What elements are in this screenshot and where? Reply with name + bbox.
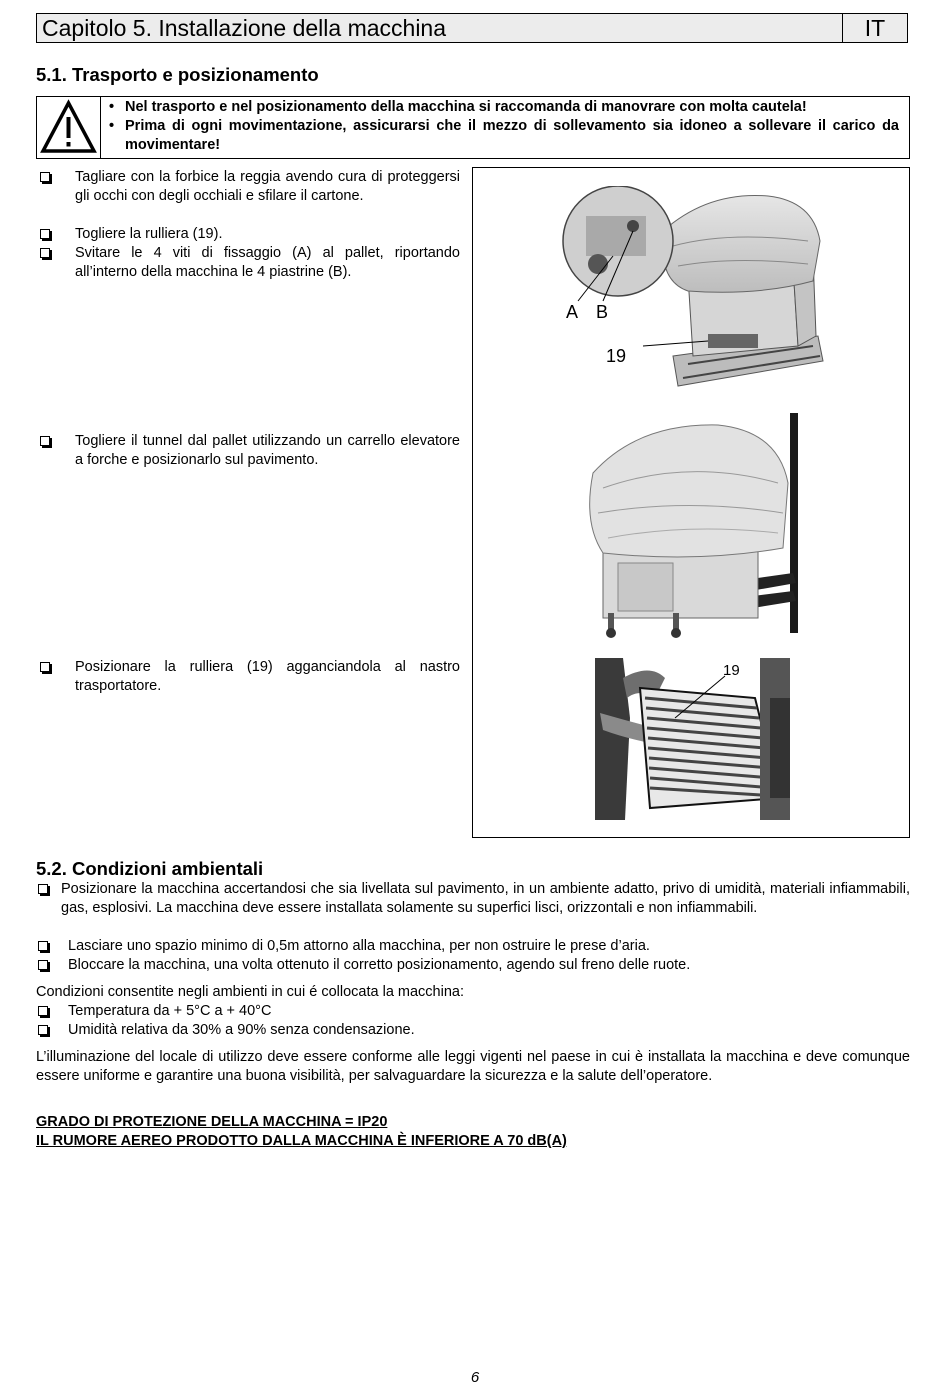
protection-grade: GRADO DI PROTEZIONE DELLA MACCHINA = IP20	[36, 1114, 388, 1130]
machine-on-pallet-photo	[558, 186, 828, 401]
checkbox-bullet-icon	[38, 884, 48, 894]
warning-box	[36, 96, 910, 159]
section-title-5-2: 5.2. Condizioni ambientali	[36, 858, 264, 879]
label-19-first: 19	[606, 346, 627, 366]
lighting-paragraph: L’illuminazione del locale di utilizzo deve essere conforme alle leggi vigenti nel paese in cui è installata la macchina e deve comunque essere uniforme e garantire una buona visibilità, per salvaguardare la sicurezza e la salute dell’operatore.	[36, 1049, 910, 1084]
step-item: Togliere il tunnel dal pallet utilizzando un carrello elevatore a forche e posizionarlo sul pavimento.	[40, 432, 460, 470]
section-title-5-1: 5.1. Trasporto e posizionamento	[36, 64, 319, 85]
bullet-dot-icon: •	[109, 99, 115, 115]
page-number: 6	[470, 1369, 480, 1386]
bullet-dot-icon: •	[109, 118, 115, 134]
checkbox-bullet-icon	[40, 436, 50, 446]
figure-frame	[472, 167, 910, 838]
checkbox-bullet-icon	[40, 248, 50, 258]
checkbox-bullet-icon	[40, 229, 50, 239]
condition-item: Temperatura da + 5°C a + 40°C	[36, 1002, 910, 1021]
warning-item: • Nel trasporto e nel posizionamento della macchina si raccomanda di manovrare con molta cautela!	[109, 99, 807, 115]
step-item: Togliere la rulliera (19).	[40, 225, 460, 244]
step-item: Posizionare la rulliera (19) agganciandola al nastro trasportatore.	[40, 658, 460, 696]
warning-triangle-icon	[37, 97, 100, 158]
env-bullet: Lasciare uno spazio minimo di 0,5m attorno alla macchina, per non ostruire le prese d’aria.	[36, 937, 910, 956]
machine-forklift-photo	[578, 413, 803, 641]
condition-item: Umidità relativa da 30% a 90% senza condensazione.	[36, 1021, 910, 1040]
checkbox-bullet-icon	[38, 941, 48, 951]
chapter-header	[36, 13, 908, 43]
checkbox-bullet-icon	[38, 1025, 48, 1035]
env-bullet: Bloccare la macchina, una volta ottenuto il corretto posizionamento, agendo sul freno delle ruote.	[36, 956, 910, 975]
language-code: IT	[864, 15, 886, 41]
step-item: Svitare le 4 viti di fissaggio (A) al pallet, riportando all’interno della macchina le 4 piastrine (B).	[40, 244, 460, 282]
chapter-title: Capitolo 5. Installazione della macchina	[37, 14, 843, 42]
label-b: B	[596, 302, 609, 322]
checkbox-bullet-icon	[38, 1006, 48, 1016]
env-bullet: Posizionare la macchina accertandosi che sia livellata sul pavimento, in un ambiente adatto, privo di umidità, materiali infiammabili, gas, esplosivi. La macchina deve essere installata solamente su superfici lisci, orizzontali e non infiammabili.	[36, 880, 910, 918]
warning-item: • Prima di ogni movimentazione, assicurarsi che il mezzo di sollevamento sia idoneo a sollevare il carico da movimentare!	[109, 118, 899, 153]
label-19-second: 19	[723, 662, 740, 679]
checkbox-bullet-icon	[38, 960, 48, 970]
checkbox-bullet-icon	[40, 172, 50, 182]
label-a: A	[566, 302, 579, 322]
warning-icon-cell	[37, 97, 101, 158]
step-item: Tagliare con la forbice la reggia avendo cura di proteggersi gli occhi con degli occhiali e sfilare il cartone.	[40, 168, 460, 206]
noise-statement: IL RUMORE AEREO PRODOTTO DALLA MACCHINA È INFERIORE A 70 dB(A)	[36, 1133, 567, 1149]
checkbox-bullet-icon	[40, 662, 50, 672]
conditions-intro: Condizioni consentite negli ambienti in cui é collocata la macchina:	[36, 984, 464, 1000]
warning-list	[109, 98, 899, 155]
roller-conveyor-photo	[595, 658, 790, 820]
